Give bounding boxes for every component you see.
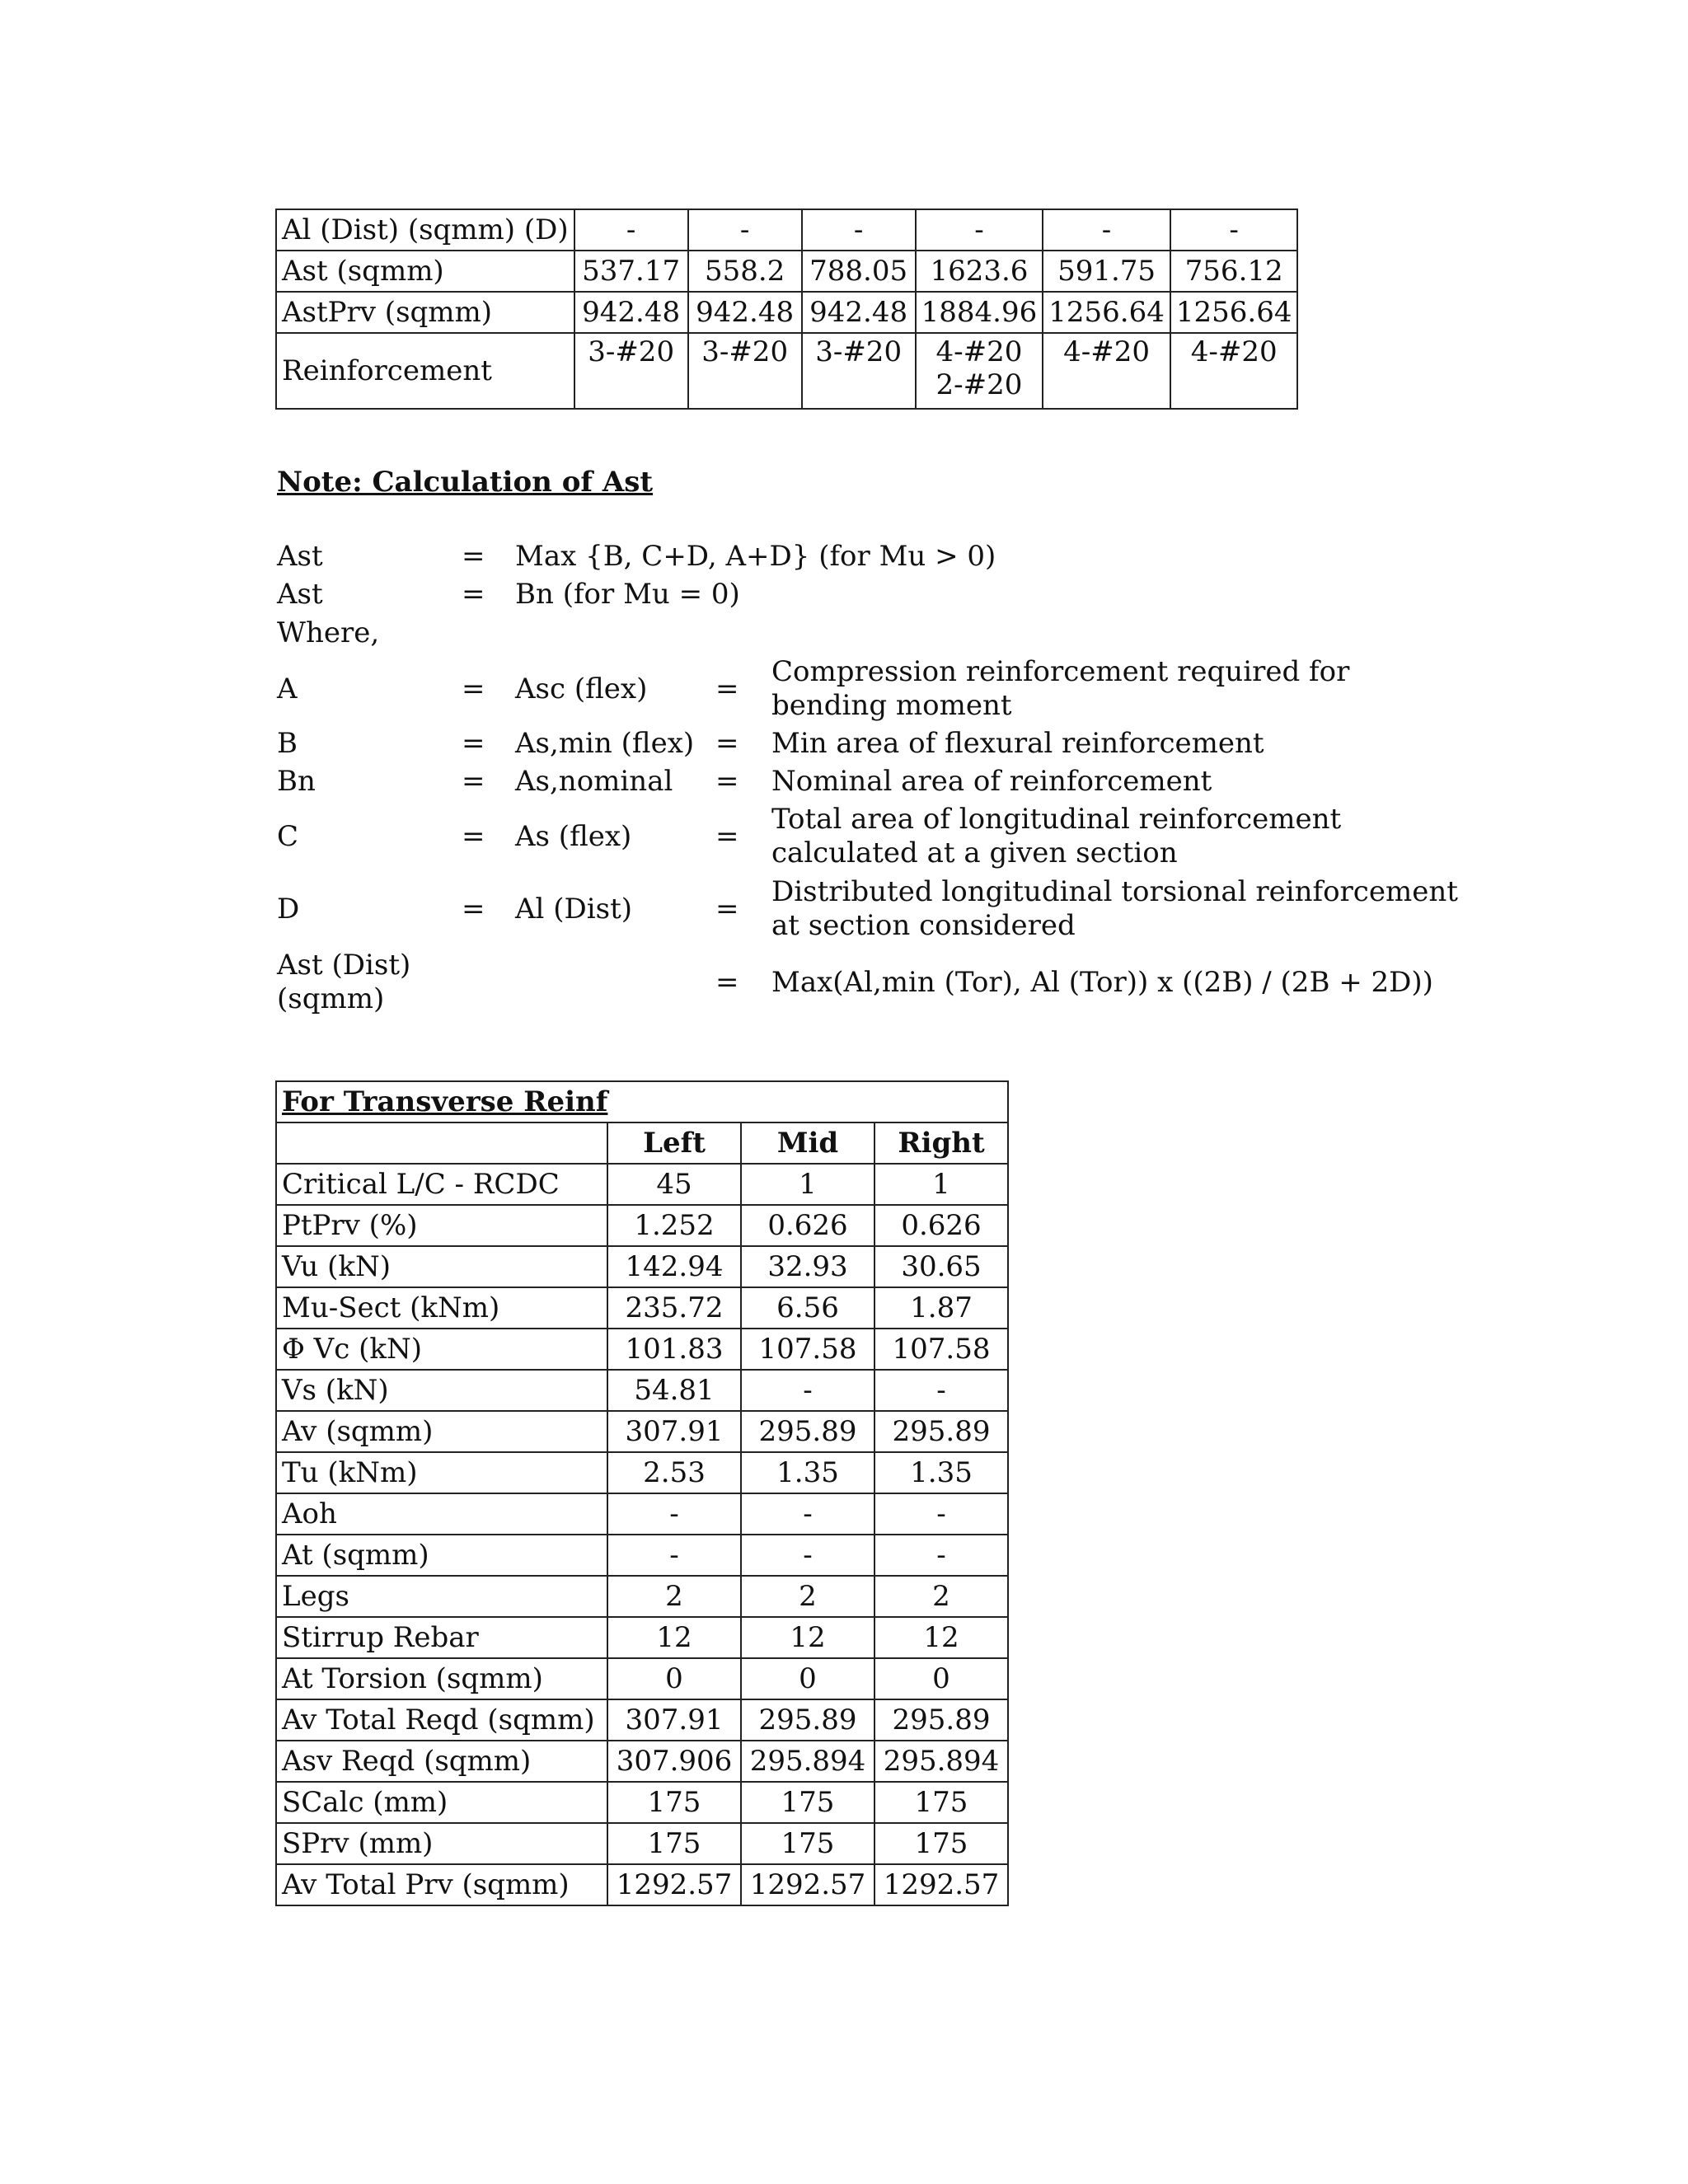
- row-label: Stirrup Rebar: [276, 1617, 607, 1658]
- table-row: [276, 1370, 1008, 1411]
- cell: 591.75: [1043, 251, 1170, 292]
- table-row: [276, 333, 1297, 409]
- cell: 107.58: [741, 1329, 874, 1370]
- note-formula: Max {B, C+D, A+D} (for Mu > 0): [515, 540, 996, 573]
- cell: 295.89: [874, 1699, 1008, 1741]
- equals-sign: =: [462, 673, 485, 705]
- def-desc: Distributed longitudinal torsional reinforcement: [771, 875, 1458, 908]
- table-row: [276, 1699, 1008, 1741]
- header-blank: [276, 1122, 607, 1164]
- longitudinal-reinforcement-table: [275, 209, 1298, 410]
- row-label: SCalc (mm): [276, 1782, 607, 1823]
- cell: -: [802, 209, 916, 251]
- table-header-row: [276, 1122, 1008, 1164]
- cell: 12: [741, 1617, 874, 1658]
- equals-sign: =: [462, 820, 485, 853]
- cell: 175: [874, 1823, 1008, 1864]
- where-label: Where,: [277, 616, 380, 649]
- cell: -: [688, 209, 802, 251]
- row-label: AstPrv (sqmm): [276, 292, 574, 333]
- cell: 1623.6: [916, 251, 1043, 292]
- table-row: [276, 292, 1297, 333]
- def-symbol: (sqmm): [277, 982, 385, 1015]
- table-row: [276, 1617, 1008, 1658]
- rebar-line: 3-#20: [588, 335, 675, 368]
- cell: 0.626: [741, 1205, 874, 1246]
- cell: -: [607, 1535, 741, 1576]
- table-row: [276, 251, 1297, 292]
- table-row: [276, 1493, 1008, 1535]
- cell: -: [916, 209, 1043, 251]
- def-desc: Max(Al,min (Tor), Al (Tor)) x ((2B) / (2B + 2D)): [771, 966, 1433, 999]
- table-row: [276, 1823, 1008, 1864]
- row-label: At (sqmm): [276, 1535, 607, 1576]
- cell: 788.05: [802, 251, 916, 292]
- def-abbr: As,min (flex): [515, 727, 695, 760]
- cell: 1256.64: [1170, 292, 1298, 333]
- cell: [916, 333, 1043, 409]
- row-label: Al (Dist) (sqmm) (D): [276, 209, 574, 251]
- equals-sign: =: [462, 727, 485, 760]
- cell: 1292.57: [741, 1864, 874, 1905]
- cell: -: [874, 1535, 1008, 1576]
- equals-sign: =: [462, 578, 485, 611]
- table-row: [276, 1205, 1008, 1246]
- cell: 32.93: [741, 1246, 874, 1287]
- def-abbr: Al (Dist): [515, 893, 633, 926]
- equals-sign: =: [715, 765, 739, 798]
- rebar-line: 3-#20: [815, 335, 903, 368]
- def-symbol: B: [277, 727, 298, 760]
- def-desc: Total area of longitudinal reinforcement: [771, 803, 1342, 836]
- cell: -: [741, 1370, 874, 1411]
- row-label: Av (sqmm): [276, 1411, 607, 1452]
- row-label: Av Total Reqd (sqmm): [276, 1699, 607, 1741]
- cell: 0: [741, 1658, 874, 1699]
- row-label: Mu-Sect (kNm): [276, 1287, 607, 1329]
- cell: 295.894: [741, 1741, 874, 1782]
- rebar-line: 4-#20: [1190, 335, 1278, 368]
- cell: 2: [741, 1576, 874, 1617]
- def-desc: Compression reinforcement required for: [771, 655, 1350, 688]
- cell: 6.56: [741, 1287, 874, 1329]
- def-symbol: D: [277, 893, 300, 926]
- table-row: [276, 1452, 1008, 1493]
- row-label: Φ Vc (kN): [276, 1329, 607, 1370]
- table-title: For Transverse Reinf: [276, 1081, 1008, 1122]
- column-header-left: Left: [607, 1122, 741, 1164]
- cell: 1.35: [741, 1452, 874, 1493]
- cell: 295.894: [874, 1741, 1008, 1782]
- table-title-row: [276, 1081, 1008, 1122]
- cell: 12: [874, 1617, 1008, 1658]
- row-label: At Torsion (sqmm): [276, 1658, 607, 1699]
- transverse-reinforcement-table: [275, 1080, 1009, 1906]
- equals-sign: =: [715, 820, 739, 853]
- table-row: [276, 1535, 1008, 1576]
- cell: 307.906: [607, 1741, 741, 1782]
- row-label: Critical L/C - RCDC: [276, 1164, 607, 1205]
- def-abbr: As (flex): [515, 820, 632, 853]
- cell: 175: [741, 1782, 874, 1823]
- def-desc: at section considered: [771, 909, 1076, 942]
- cell: 1.252: [607, 1205, 741, 1246]
- cell: 45: [607, 1164, 741, 1205]
- cell: -: [741, 1493, 874, 1535]
- cell: 295.89: [741, 1699, 874, 1741]
- cell: 0: [607, 1658, 741, 1699]
- table-row: [276, 1164, 1008, 1205]
- cell: 295.89: [741, 1411, 874, 1452]
- rebar-line: 3-#20: [701, 335, 789, 368]
- cell: 142.94: [607, 1246, 741, 1287]
- table-row: [276, 1741, 1008, 1782]
- rebar-line: 2-#20: [935, 368, 1023, 401]
- table-row: [276, 1864, 1008, 1905]
- cell: 942.48: [574, 292, 688, 333]
- def-desc: calculated at a given section: [771, 837, 1178, 869]
- cell: 1256.64: [1043, 292, 1170, 333]
- cell: 1292.57: [874, 1864, 1008, 1905]
- cell: 107.58: [874, 1329, 1008, 1370]
- row-label: Tu (kNm): [276, 1452, 607, 1493]
- cell: 307.91: [607, 1411, 741, 1452]
- cell: 2: [607, 1576, 741, 1617]
- cell: -: [607, 1493, 741, 1535]
- table-row: [276, 1246, 1008, 1287]
- def-symbol: Bn: [277, 765, 316, 798]
- row-label: PtPrv (%): [276, 1205, 607, 1246]
- cell: 942.48: [688, 292, 802, 333]
- row-label: Aoh: [276, 1493, 607, 1535]
- cell: 1: [874, 1164, 1008, 1205]
- cell: 175: [741, 1823, 874, 1864]
- equals-sign: =: [715, 727, 739, 760]
- row-label: Reinforcement: [276, 333, 574, 409]
- def-desc: Min area of flexural reinforcement: [771, 727, 1264, 760]
- cell: -: [874, 1370, 1008, 1411]
- table-row: [276, 1658, 1008, 1699]
- cell: 756.12: [1170, 251, 1298, 292]
- cell: 54.81: [607, 1370, 741, 1411]
- cell: 175: [607, 1823, 741, 1864]
- equals-sign: =: [462, 765, 485, 798]
- cell: 1.87: [874, 1287, 1008, 1329]
- cell: 175: [607, 1782, 741, 1823]
- row-label: Av Total Prv (sqmm): [276, 1864, 607, 1905]
- cell: 942.48: [802, 292, 916, 333]
- cell: [802, 333, 916, 409]
- note-title: Note: Calculation of Ast: [277, 466, 654, 499]
- rebar-line: 4-#20: [935, 335, 1023, 368]
- cell: -: [1170, 209, 1298, 251]
- cell: 307.91: [607, 1699, 741, 1741]
- def-desc: bending moment: [771, 689, 1012, 722]
- table-row: [276, 1287, 1008, 1329]
- def-symbol: A: [277, 673, 298, 705]
- row-label: Asv Reqd (sqmm): [276, 1741, 607, 1782]
- cell: -: [1043, 209, 1170, 251]
- cell: 1: [741, 1164, 874, 1205]
- equals-sign: =: [715, 673, 739, 705]
- cell: [1170, 333, 1298, 409]
- table-row: [276, 1329, 1008, 1370]
- row-label: Legs: [276, 1576, 607, 1617]
- note-symbol: Ast: [277, 578, 323, 611]
- def-abbr: As,nominal: [515, 765, 673, 798]
- note-formula: Bn (for Mu = 0): [515, 578, 740, 611]
- row-label: Ast (sqmm): [276, 251, 574, 292]
- row-label: SPrv (mm): [276, 1823, 607, 1864]
- rebar-line: 4-#20: [1063, 335, 1150, 368]
- column-header-mid: Mid: [741, 1122, 874, 1164]
- def-abbr: Asc (flex): [515, 673, 648, 705]
- cell: 30.65: [874, 1246, 1008, 1287]
- cell: [688, 333, 802, 409]
- cell: [1043, 333, 1170, 409]
- cell: 12: [607, 1617, 741, 1658]
- def-symbol: C: [277, 820, 299, 853]
- equals-sign: =: [715, 966, 739, 999]
- table-row: [276, 1782, 1008, 1823]
- equals-sign: =: [715, 893, 739, 926]
- cell: 295.89: [874, 1411, 1008, 1452]
- def-symbol: Ast (Dist): [277, 949, 411, 982]
- cell: 1884.96: [916, 292, 1043, 333]
- cell: 537.17: [574, 251, 688, 292]
- table-row: [276, 1576, 1008, 1617]
- cell: -: [741, 1535, 874, 1576]
- cell: 0.626: [874, 1205, 1008, 1246]
- cell: 101.83: [607, 1329, 741, 1370]
- column-header-right: Right: [874, 1122, 1008, 1164]
- cell: 558.2: [688, 251, 802, 292]
- cell: 1.35: [874, 1452, 1008, 1493]
- row-label: Vs (kN): [276, 1370, 607, 1411]
- table-row: [276, 1411, 1008, 1452]
- cell: 2: [874, 1576, 1008, 1617]
- note-symbol: Ast: [277, 540, 323, 573]
- cell: 2.53: [607, 1452, 741, 1493]
- cell: 1292.57: [607, 1864, 741, 1905]
- cell: -: [874, 1493, 1008, 1535]
- cell: 235.72: [607, 1287, 741, 1329]
- cell: [574, 333, 688, 409]
- table-row: [276, 209, 1297, 251]
- cell: 0: [874, 1658, 1008, 1699]
- equals-sign: =: [462, 893, 485, 926]
- def-desc: Nominal area of reinforcement: [771, 765, 1212, 798]
- row-label: Vu (kN): [276, 1246, 607, 1287]
- equals-sign: =: [462, 540, 485, 573]
- cell: 175: [874, 1782, 1008, 1823]
- cell: -: [574, 209, 688, 251]
